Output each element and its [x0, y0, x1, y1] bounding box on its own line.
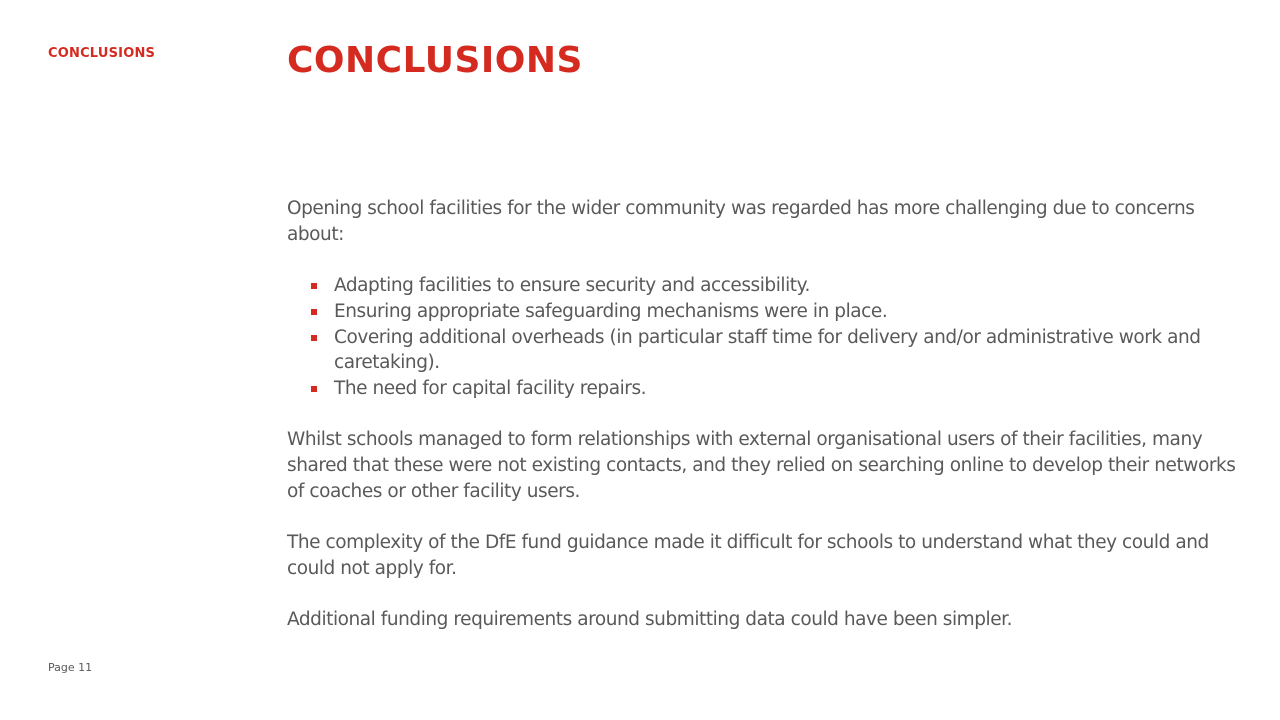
square-bullet-icon — [311, 335, 317, 341]
page-title: CONCLUSIONS — [287, 40, 583, 81]
list-item: The need for capital facility repairs. — [334, 376, 1247, 402]
paragraph-relationships: Whilst schools managed to form relationships with external organisational users of their facilities, many shared that these were not existing contacts, and they relied on searching online to develop their networks of coaches or other facility users. — [287, 429, 1236, 502]
section-label: CONCLUSIONS — [48, 46, 156, 61]
paragraph-funding: Additional funding requirements around submitting data could have been simpler. — [287, 609, 1013, 631]
square-bullet-icon — [311, 309, 317, 315]
square-bullet-icon — [311, 386, 317, 392]
intro-paragraph: Opening school facilities for the wider community was regarded has more challenging due to concerns about: — [287, 198, 1195, 245]
list-item: Covering additional overheads (in particular staff time for delivery and/or administrative work and caretaking). — [334, 325, 1247, 376]
paragraph-guidance: The complexity of the DfE fund guidance made it difficult for schools to understand what they could and could not apply for. — [287, 532, 1209, 579]
square-bullet-icon — [311, 283, 317, 289]
body-content — [287, 196, 1247, 659]
page-number: Page 11 — [48, 661, 93, 674]
list-item: Adapting facilities to ensure security and accessibility. — [334, 273, 1247, 299]
concerns-list — [287, 273, 1247, 402]
list-item: Ensuring appropriate safeguarding mechanisms were in place. — [334, 299, 1247, 325]
